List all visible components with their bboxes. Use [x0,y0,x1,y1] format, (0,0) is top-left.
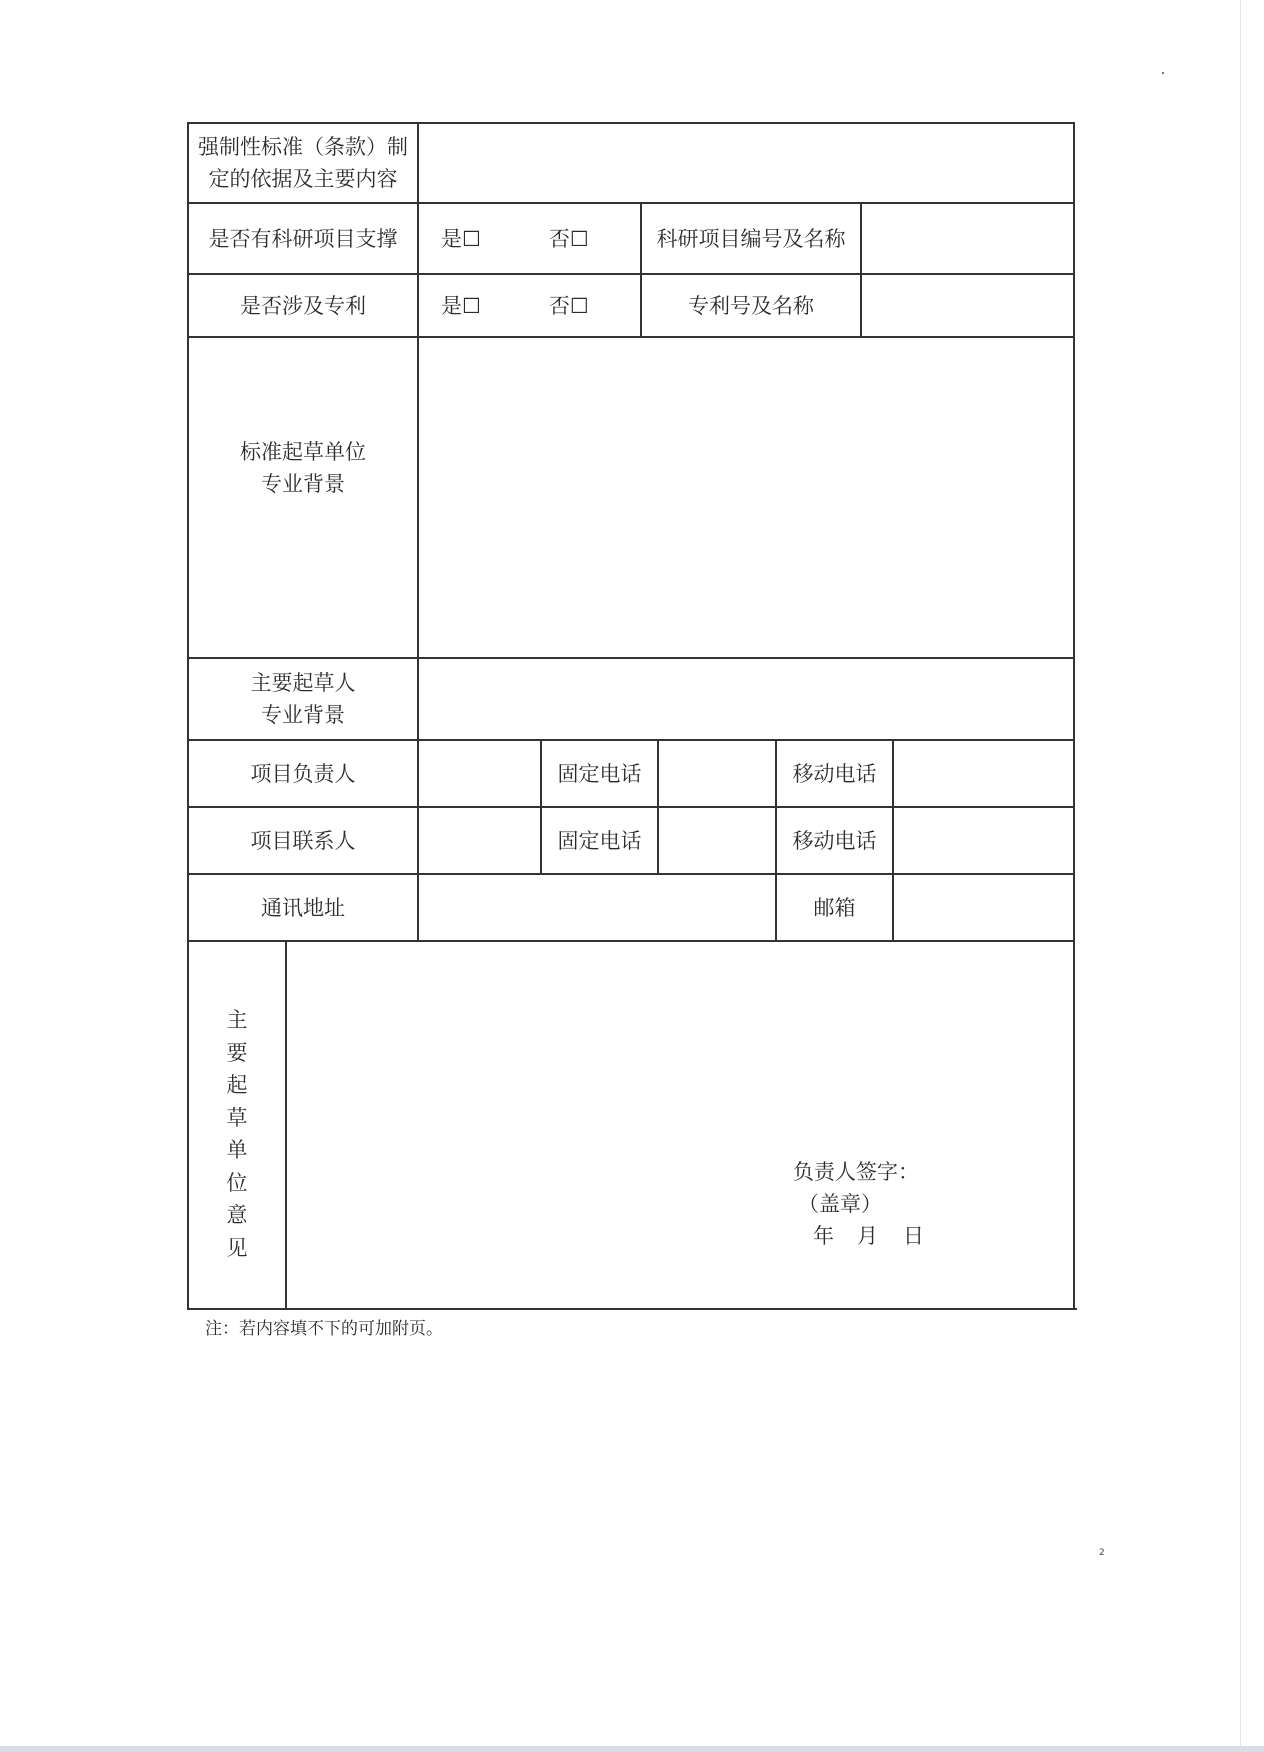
application-form-table [187,122,1077,1310]
seal-label: （盖章） [798,1192,882,1216]
patent-choice [419,275,640,336]
label-line: 标准起草单位 [240,439,366,464]
label-char: 意 [226,1203,248,1227]
label-line: 专业背景 [261,703,345,727]
field-project-leader[interactable] [419,741,540,806]
checkbox-yes[interactable]: 是☐ [441,226,481,251]
field-contact-mobile[interactable] [894,808,1073,873]
label-email: 邮箱 [813,895,856,920]
label-drafting-unit-background [189,338,417,657]
label-char: 见 [226,1235,248,1260]
label-mobile: 移动电话 [792,761,877,786]
label-landline: 固定电话 [557,761,642,786]
label-research-project-name: 科研项目编号及名称 [656,226,846,251]
field-main-drafter-background[interactable] [419,659,1073,739]
label-project-contact: 项目联系人 [250,828,356,853]
label-drafting-unit-opinion [189,942,285,1308]
label-mailing-address: 通讯地址 [261,895,345,920]
research-support-choice [419,204,640,273]
label-line: 专业背景 [261,471,345,496]
date-month-label: 月 [857,1224,878,1248]
field-research-project-name[interactable] [862,204,1073,273]
field-leader-mobile[interactable] [894,741,1073,806]
checkbox-no[interactable]: 否☐ [548,226,589,251]
label-research-support: 是否有科研项目支撑 [208,226,398,251]
date-day-label: 日 [903,1224,924,1248]
label-char: 要 [226,1040,248,1065]
label-patent-name: 专利号及名称 [688,293,814,318]
field-project-contact[interactable] [419,808,540,873]
label-mobile: 移动电话 [792,828,877,853]
label-mandatory-basis [189,124,417,202]
label-line: 主要起草人 [250,671,356,695]
signature-label: 负责人签字： [793,1160,919,1184]
label-main-drafter-background [189,659,417,739]
footnote: 注：若内容填不下的可加附页。 [205,1319,443,1339]
label-char: 主 [226,1008,248,1032]
field-drafting-unit-opinion[interactable] [287,942,1073,1308]
table-border-right [1073,122,1075,1310]
label-char: 起 [226,1073,248,1097]
label-project-leader: 项目负责人 [250,761,356,786]
field-mandatory-basis[interactable] [419,124,1073,202]
label-char: 位 [226,1170,248,1195]
scan-edge-bottom [0,1746,1264,1752]
date-year-label: 年 [813,1224,834,1248]
field-contact-landline[interactable] [659,808,775,873]
field-drafting-unit-background[interactable] [419,338,1073,657]
checkbox-no[interactable]: 否☐ [548,293,589,318]
field-leader-landline[interactable] [659,741,775,806]
field-email[interactable] [894,875,1073,940]
page-number: 2 [1099,1548,1105,1558]
label-char: 草 [226,1105,248,1130]
table-border-bottom [187,1308,1077,1310]
field-mailing-address[interactable] [419,875,775,940]
label-landline: 固定电话 [557,828,642,853]
label-char: 单 [226,1138,248,1162]
label-patent: 是否涉及专利 [240,293,366,318]
label-line: 强制性标准（条款）制 [198,135,408,159]
label-line: 定的依据及主要内容 [208,167,398,191]
checkbox-yes[interactable]: 是☐ [441,293,481,318]
scan-edge-right [1240,0,1241,1752]
scan-speck [1162,72,1164,74]
field-patent-name[interactable] [862,275,1073,336]
